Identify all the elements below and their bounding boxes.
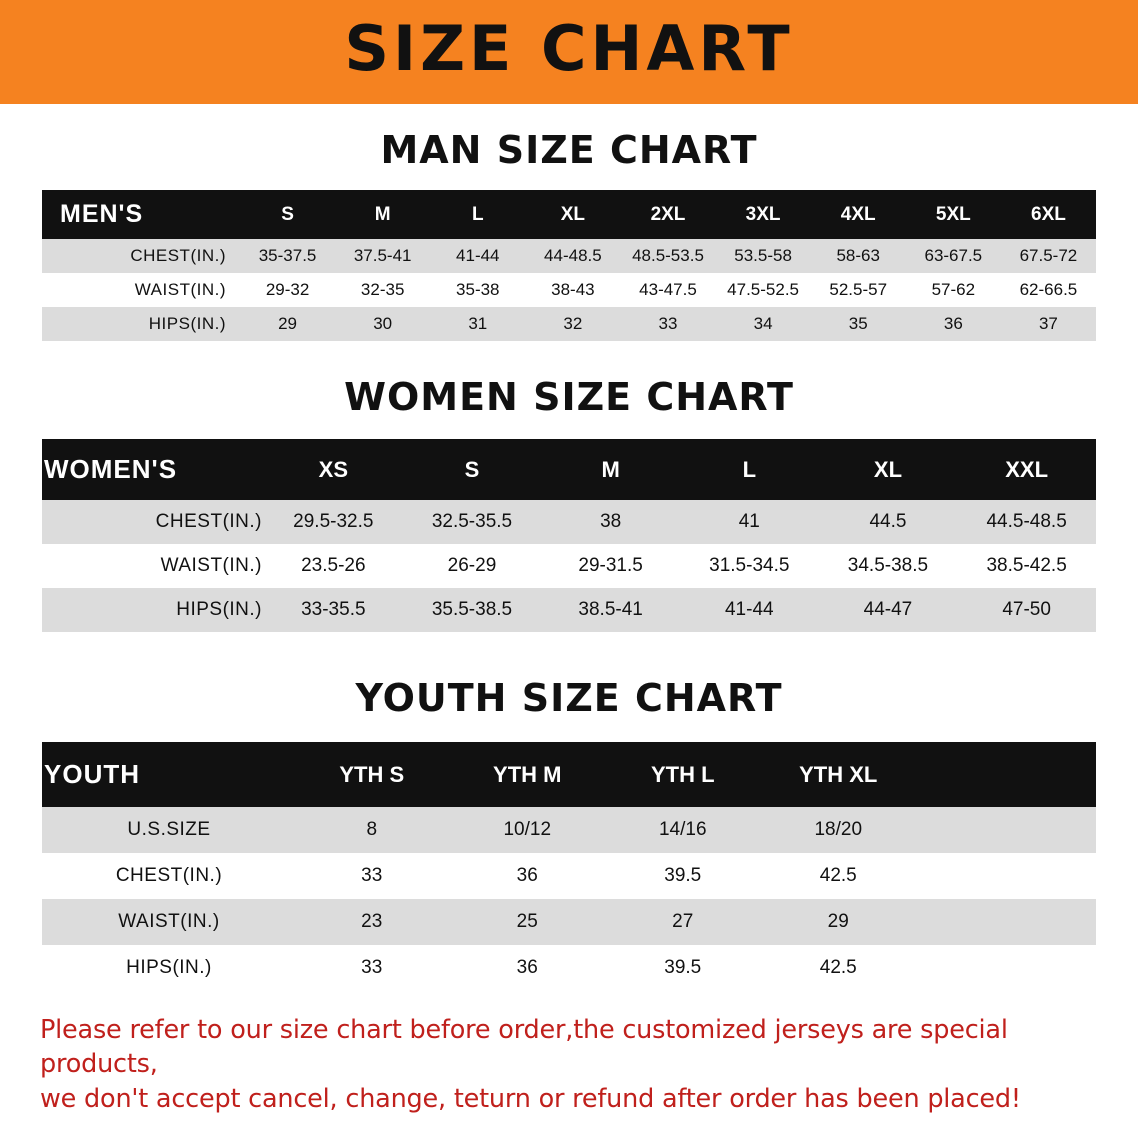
youth-row-2-label: WAIST(IN.) — [42, 899, 294, 945]
youth-size-col-0: YTH S — [339, 761, 405, 787]
man-header-label: MEN'S — [60, 200, 144, 228]
women-cell-1-4: 34.5-38.5 — [819, 544, 958, 588]
man-cell-1-0: 29-32 — [240, 273, 335, 307]
man-cell-1-3: 38-43 — [525, 273, 620, 307]
man-cell-2-2: 31 — [430, 307, 525, 341]
women-cell-0-0: 29.5-32.5 — [264, 500, 403, 544]
youth-cell-3-3: 42.5 — [761, 945, 917, 991]
women-cell-2-0: 33-35.5 — [264, 588, 403, 632]
table-row — [42, 945, 1096, 991]
women-size-col-3: L — [742, 456, 757, 482]
women-table-wrap — [42, 439, 1096, 632]
man-row-1-label: WAIST(IN.) — [42, 273, 240, 307]
women-cell-2-4: 44-47 — [819, 588, 958, 632]
youth-header-label: YOUTH — [44, 759, 140, 789]
women-cell-1-2: 29-31.5 — [541, 544, 680, 588]
youth-cell-3-1: 36 — [450, 945, 606, 991]
women-size-table — [42, 439, 1096, 632]
youth-cell-2-2: 27 — [605, 899, 761, 945]
women-size-col-1: S — [464, 456, 480, 482]
women-cell-0-1: 32.5-35.5 — [403, 500, 542, 544]
man-size-table — [42, 190, 1096, 341]
youth-size-col-spacer — [916, 742, 1096, 807]
youth-size-col-2: YTH L — [650, 761, 715, 787]
man-table-head — [42, 190, 1096, 239]
man-cell-2-1: 30 — [335, 307, 430, 341]
man-cell-2-7: 36 — [906, 307, 1001, 341]
man-section-title: MAN SIZE CHART — [380, 128, 758, 172]
footer-note-line-2: we don't accept cancel, change, teturn or refund after order has been placed! — [40, 1083, 1021, 1114]
table-header-row — [42, 439, 1096, 500]
women-size-col-5: XXL — [1005, 456, 1049, 482]
youth-cell-2-0: 23 — [294, 899, 450, 945]
table-row — [42, 307, 1096, 341]
youth-cell-0-spacer — [916, 807, 1096, 853]
youth-size-table — [42, 742, 1096, 991]
youth-cell-1-spacer — [916, 853, 1096, 899]
women-cell-1-5: 38.5-42.5 — [957, 544, 1096, 588]
man-cell-0-6: 58-63 — [811, 239, 906, 273]
women-cell-1-3: 31.5-34.5 — [680, 544, 819, 588]
women-table-head — [42, 439, 1096, 500]
women-cell-2-2: 38.5-41 — [541, 588, 680, 632]
youth-cell-0-1: 10/12 — [450, 807, 606, 853]
youth-cell-2-1: 25 — [450, 899, 606, 945]
women-section-title: WOMEN SIZE CHART — [344, 375, 794, 419]
banner-title: SIZE CHART — [344, 12, 794, 85]
man-cell-1-4: 43-47.5 — [620, 273, 715, 307]
man-cell-2-6: 35 — [811, 307, 906, 341]
youth-row-1-label: CHEST(IN.) — [42, 853, 294, 899]
man-table-wrap — [42, 190, 1096, 341]
youth-cell-1-0: 33 — [294, 853, 450, 899]
man-cell-1-6: 52.5-57 — [811, 273, 906, 307]
table-header-row — [42, 190, 1096, 239]
youth-size-col-3: YTH XL — [799, 761, 878, 787]
youth-cell-3-spacer — [916, 945, 1096, 991]
youth-section-title: YOUTH SIZE CHART — [355, 676, 783, 720]
man-size-col-0: S — [281, 203, 294, 225]
man-cell-0-3: 44-48.5 — [525, 239, 620, 273]
man-cell-2-5: 34 — [716, 307, 811, 341]
banner — [0, 0, 1138, 104]
footer-note-line-1: Please refer to our size chart before order,the customized jerseys are special products, — [40, 1015, 1008, 1080]
women-cell-0-2: 38 — [541, 500, 680, 544]
table-row — [42, 588, 1096, 632]
women-size-col-2: M — [601, 456, 620, 482]
youth-row-3-label: HIPS(IN.) — [42, 945, 294, 991]
footer-note — [40, 1013, 1098, 1116]
women-cell-1-1: 26-29 — [403, 544, 542, 588]
youth-cell-1-1: 36 — [450, 853, 606, 899]
women-row-0-label: CHEST(IN.) — [42, 500, 264, 544]
youth-cell-0-0: 8 — [294, 807, 450, 853]
man-size-col-6: 4XL — [840, 203, 876, 225]
man-size-col-3: XL — [560, 203, 586, 225]
youth-cell-0-2: 14/16 — [605, 807, 761, 853]
women-cell-2-3: 41-44 — [680, 588, 819, 632]
man-cell-0-5: 53.5-58 — [716, 239, 811, 273]
women-table-body — [42, 500, 1096, 632]
man-cell-1-8: 62-66.5 — [1001, 273, 1096, 307]
women-cell-0-5: 44.5-48.5 — [957, 500, 1096, 544]
women-cell-0-3: 41 — [680, 500, 819, 544]
man-cell-1-1: 32-35 — [335, 273, 430, 307]
women-size-col-0: XS — [318, 456, 348, 482]
youth-table-body — [42, 807, 1096, 991]
table-row — [42, 853, 1096, 899]
youth-cell-3-0: 33 — [294, 945, 450, 991]
man-cell-0-1: 37.5-41 — [335, 239, 430, 273]
youth-cell-2-spacer — [916, 899, 1096, 945]
youth-cell-2-3: 29 — [761, 899, 917, 945]
man-cell-1-7: 57-62 — [906, 273, 1001, 307]
women-cell-1-0: 23.5-26 — [264, 544, 403, 588]
man-size-col-2: L — [471, 203, 484, 225]
man-row-2-label: HIPS(IN.) — [42, 307, 240, 341]
women-cell-2-1: 35.5-38.5 — [403, 588, 542, 632]
youth-cell-0-3: 18/20 — [761, 807, 917, 853]
youth-table-head — [42, 742, 1096, 807]
man-table-body — [42, 239, 1096, 341]
women-header-label: WOMEN'S — [44, 454, 178, 484]
women-cell-0-4: 44.5 — [819, 500, 958, 544]
man-cell-1-2: 35-38 — [430, 273, 525, 307]
man-size-col-5: 3XL — [745, 203, 781, 225]
table-row — [42, 544, 1096, 588]
table-row — [42, 899, 1096, 945]
women-size-col-4: XL — [873, 456, 903, 482]
table-row — [42, 239, 1096, 273]
youth-cell-3-2: 39.5 — [605, 945, 761, 991]
man-cell-0-2: 41-44 — [430, 239, 525, 273]
man-size-col-8: 6XL — [1031, 203, 1066, 225]
man-cell-1-5: 47.5-52.5 — [716, 273, 811, 307]
man-cell-0-0: 35-37.5 — [240, 239, 335, 273]
man-cell-2-4: 33 — [620, 307, 715, 341]
man-cell-0-8: 67.5-72 — [1001, 239, 1096, 273]
man-cell-0-7: 63-67.5 — [906, 239, 1001, 273]
man-cell-2-8: 37 — [1001, 307, 1096, 341]
man-cell-2-0: 29 — [240, 307, 335, 341]
women-row-1-label: WAIST(IN.) — [42, 544, 264, 588]
youth-cell-1-2: 39.5 — [605, 853, 761, 899]
table-row — [42, 273, 1096, 307]
man-size-col-1: M — [374, 203, 391, 225]
women-cell-2-5: 47-50 — [957, 588, 1096, 632]
man-cell-0-4: 48.5-53.5 — [620, 239, 715, 273]
man-cell-2-3: 32 — [525, 307, 620, 341]
man-size-col-4: 2XL — [650, 203, 686, 225]
man-row-0-label: CHEST(IN.) — [42, 239, 240, 273]
youth-size-col-1: YTH M — [493, 761, 562, 787]
youth-table-wrap — [42, 742, 1096, 991]
table-row — [42, 500, 1096, 544]
youth-row-0-label: U.S.SIZE — [42, 807, 294, 853]
man-size-col-7: 5XL — [935, 203, 971, 225]
table-row — [42, 807, 1096, 853]
table-header-row — [42, 742, 1096, 807]
women-row-2-label: HIPS(IN.) — [42, 588, 264, 632]
youth-cell-1-3: 42.5 — [761, 853, 917, 899]
